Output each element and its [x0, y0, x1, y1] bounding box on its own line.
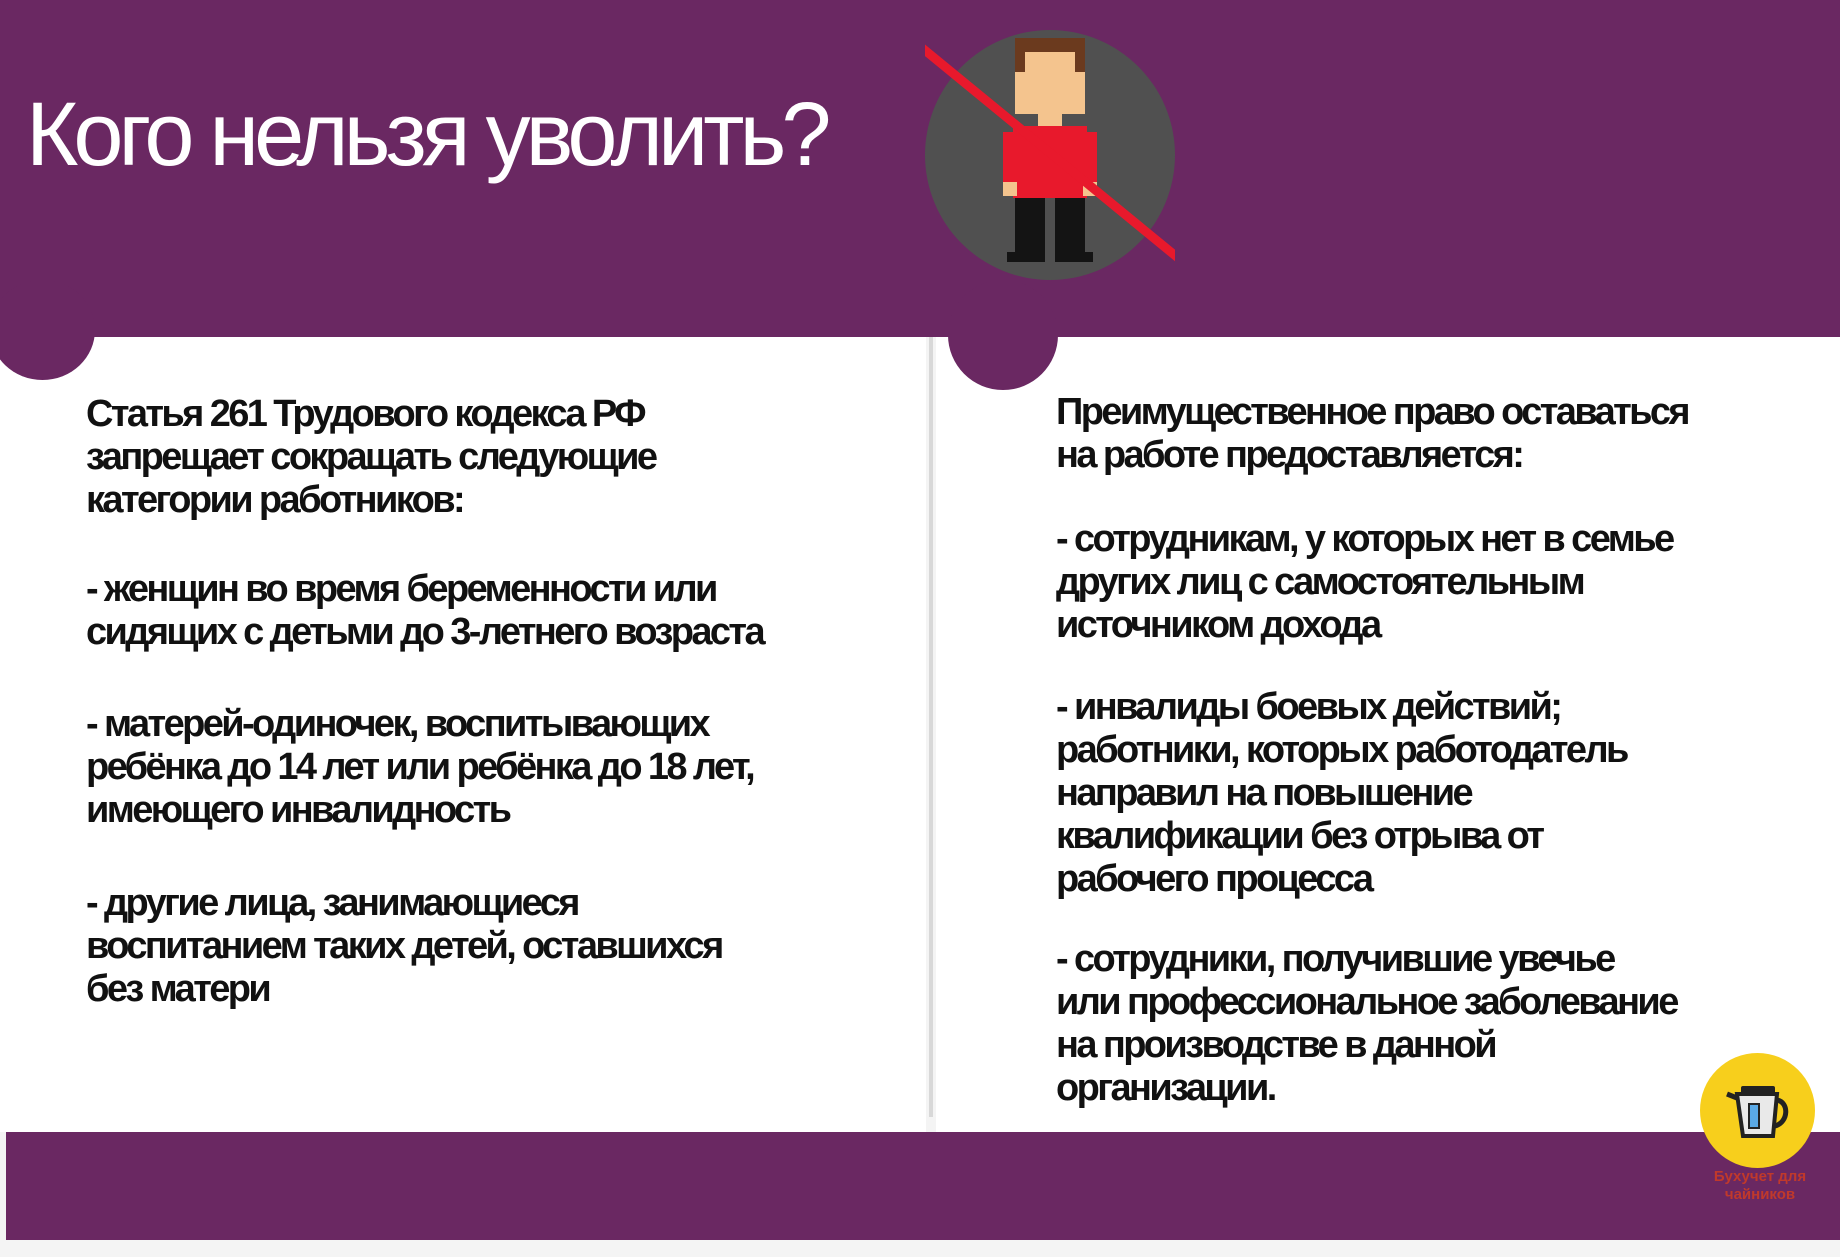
left-item-single-mothers: - матерей-одиночек, воспитывающих ребёнка до 14 лет или ребёнка до 18 лет, имеющего инвалидность [86, 703, 754, 831]
kettle-logo [1700, 1053, 1815, 1168]
column-divider [929, 337, 933, 1117]
decorative-circle-right [948, 280, 1058, 390]
left-intro: Статья 261 Трудового кодекса РФ запрещает сокращать следующие категории работников: [86, 393, 656, 521]
right-intro: Преимущественное право оставаться на работе предоставляется: [1056, 391, 1688, 476]
page-title: Кого нельзя уволить? [26, 85, 827, 185]
right-item-sole-earners: - сотрудникам, у которых нет в семье других лиц с самостоятельным источником дохода [1056, 518, 1673, 646]
kettle-icon [1723, 1076, 1793, 1146]
right-item-injured: - сотрудники, получившие увечье или профессиональное заболевание на производстве в данной организации. [1056, 938, 1677, 1109]
logo-caption: Бухучет для чайников [1713, 1168, 1807, 1203]
footer-banner [6, 1132, 1840, 1240]
no-dismissal-person-icon [925, 30, 1175, 280]
right-item-veterans: - инвалиды боевых действий; работники, которых работодатель направил на повышение квалификации без отрыва от рабочего процесса [1056, 686, 1627, 900]
left-item-other-guardians: - другие лица, занимающиеся воспитанием таких детей, оставшихся без матери [86, 882, 722, 1010]
left-item-pregnant: - женщин во время беременности или сидящих с детьми до 3-летнего возраста [86, 568, 763, 653]
